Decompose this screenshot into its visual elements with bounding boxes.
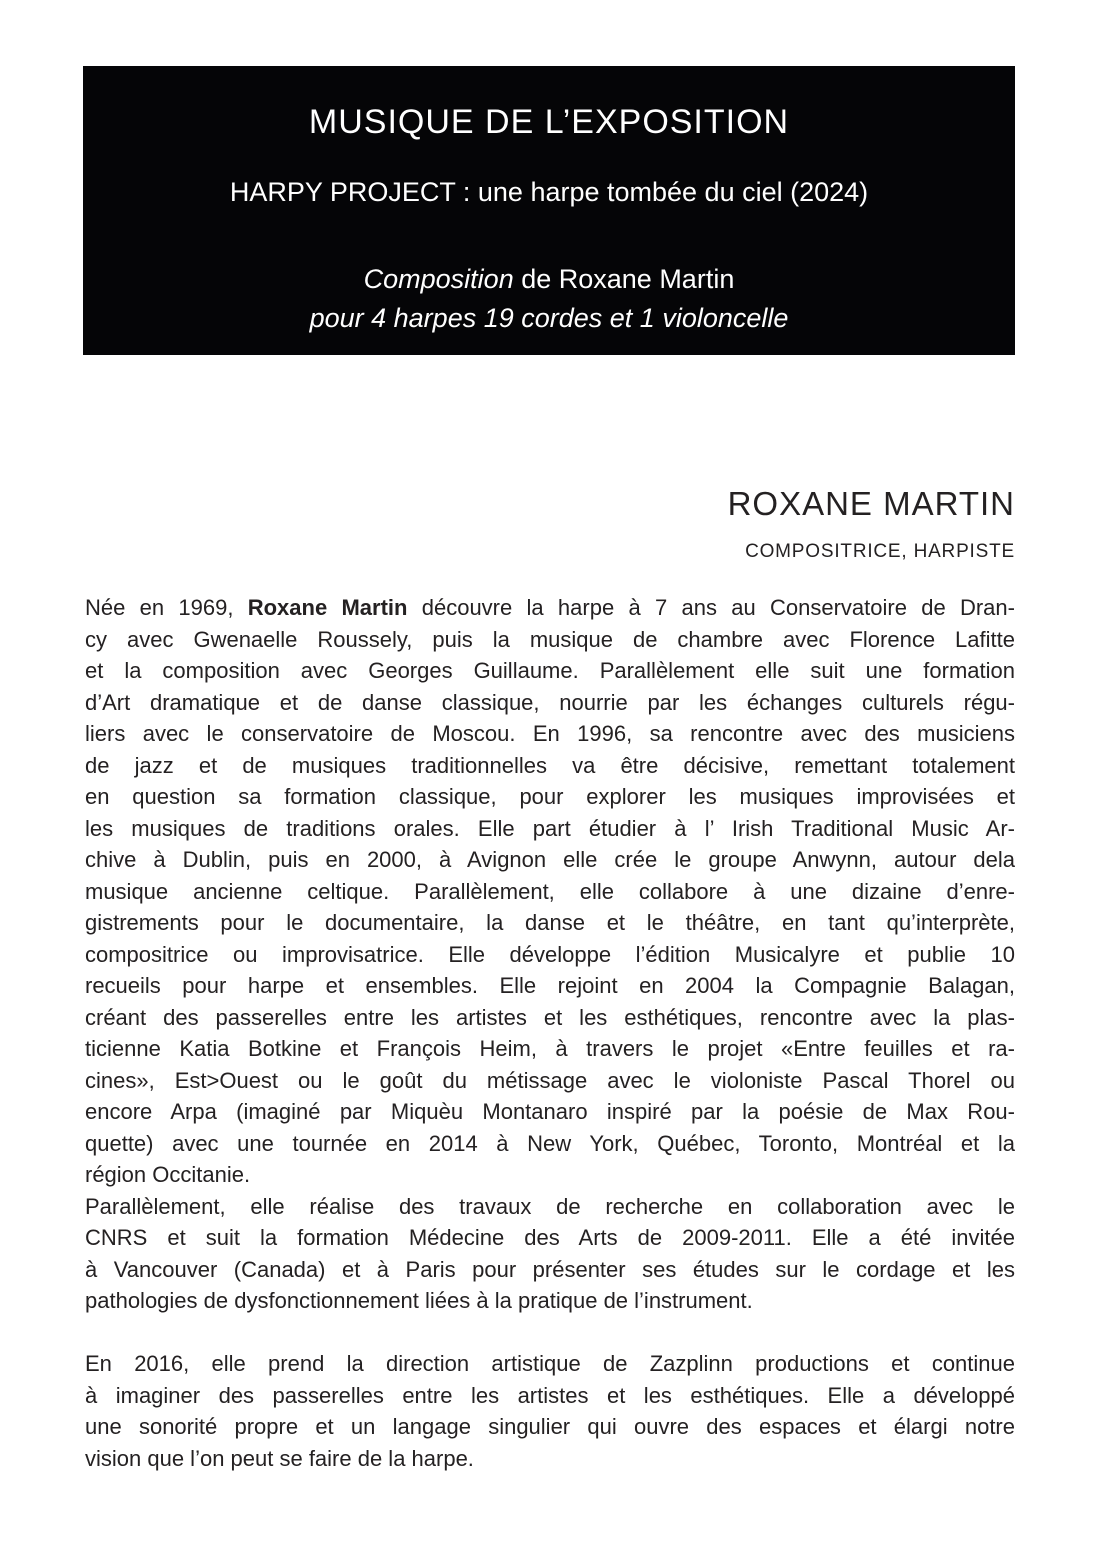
composition-author: de Roxane Martin: [513, 264, 735, 294]
bio-line: musique ancienne celtique. Parallèlement, elle collabore à une dizaine d’enre-: [85, 878, 1015, 904]
bio-line: de jazz et de musiques traditionnelles va être décisive, remettant totalement: [85, 752, 1015, 778]
bio-line: Parallèlement, elle réalise des travaux de recherche en collaboration avec le: [85, 1193, 1015, 1219]
exposition-header-box: [83, 66, 1015, 355]
project-subtitle: HARPY PROJECT : une harpe tombée du ciel (2024): [229, 177, 869, 207]
bio-line: en question sa formation classique, pour explorer les musiques improvisées et: [85, 784, 1015, 809]
bio-line: recueils pour harpe et ensembles. Elle rejoint en 2004 la Compagnie Balagan,: [85, 973, 1015, 998]
bio-line: quette) avec une tournée en 2014 à New York, Québec, Toronto, Montréal et la: [85, 1130, 1015, 1156]
bio-line: et la composition avec Georges Guillaume. Parallèlement elle suit une formation: [85, 658, 1015, 683]
bio-line: encore Arpa (imaginé par Miquèu Montanaro inspiré par la poésie de Max Rou-: [85, 1099, 1015, 1124]
exposition-title: MUSIQUE DE L’EXPOSITION: [308, 103, 790, 141]
bio-text-segment: Née en 1969,: [85, 595, 248, 620]
artist-header: [728, 484, 1015, 563]
bio-line: compositrice ou improvisatrice. Elle développe l’édition Musicalyre et publie 10: [85, 941, 1015, 967]
composition-word: Composition: [363, 264, 514, 294]
artist-name: ROXANE MARTIN: [727, 485, 1015, 522]
bio-line: vision que l’on peut se faire de la harpe.: [85, 1445, 474, 1471]
artist-name-inline-bold: Roxane Martin: [247, 595, 408, 620]
composition-line: [83, 263, 1015, 295]
bio-line: d’Art dramatique et de danse classique, nourrie par les échanges culturels régu-: [85, 689, 1015, 715]
bio-line: CNRS et suit la formation Médecine des Arts de 2009-2011. Elle a été invitée: [85, 1225, 1015, 1250]
bio-line: à Vancouver (Canada) et à Paris pour présenter ses études sur le cordage et les: [85, 1256, 1015, 1282]
bio-line: pathologies de dysfonctionnement liées à la pratique de l’instrument.: [85, 1288, 753, 1313]
instrumentation-line: pour 4 harpes 19 cordes et 1 violoncelle: [309, 303, 789, 333]
bio-line: les musiques de traditions orales. Elle part étudier à l’ Irish Traditional Music Ar-: [85, 815, 1015, 841]
bio-line: une sonorité propre et un langage singulier qui ouvre des espaces et élargi notre: [85, 1414, 1015, 1439]
bio-line: chive à Dublin, puis en 2000, à Avignon elle crée le groupe Anwynn, autour dela: [85, 847, 1015, 872]
bio-text-segment: découvre la harpe à 7 ans au Conservatoire de Dran-: [407, 595, 1015, 620]
bio-line: [85, 592, 1015, 624]
bio-line: cines», Est>Ouest ou le goût du métissage avec le violoniste Pascal Thorel ou: [85, 1067, 1015, 1093]
bio-line: liers avec le conservatoire de Moscou. En 1996, sa rencontre avec des musiciens: [85, 721, 1015, 746]
bio-line: à imaginer des passerelles entre les artistes et les esthétiques. Elle a développé: [85, 1382, 1015, 1408]
biography-text: [85, 592, 1015, 1474]
bio-line: En 2016, elle prend la direction artistique de Zazplinn productions et continue: [85, 1351, 1015, 1376]
bio-line: créant des passerelles entre les artistes et les esthétiques, rencontre avec la plas-: [85, 1004, 1015, 1030]
artist-role: COMPOSITRICE, HARPISTE: [745, 541, 1015, 562]
bio-line: gistrements pour le documentaire, la danse et le théâtre, en tant qu’interprète,: [85, 910, 1015, 935]
bio-line: région Occitanie.: [85, 1162, 251, 1187]
bio-line: ticienne Katia Botkine et François Heim, à travers le projet «Entre feuilles et ra-: [85, 1036, 1015, 1061]
bio-line: cy avec Gwenaelle Roussely, puis la musique de chambre avec Florence Lafitte: [85, 626, 1015, 652]
